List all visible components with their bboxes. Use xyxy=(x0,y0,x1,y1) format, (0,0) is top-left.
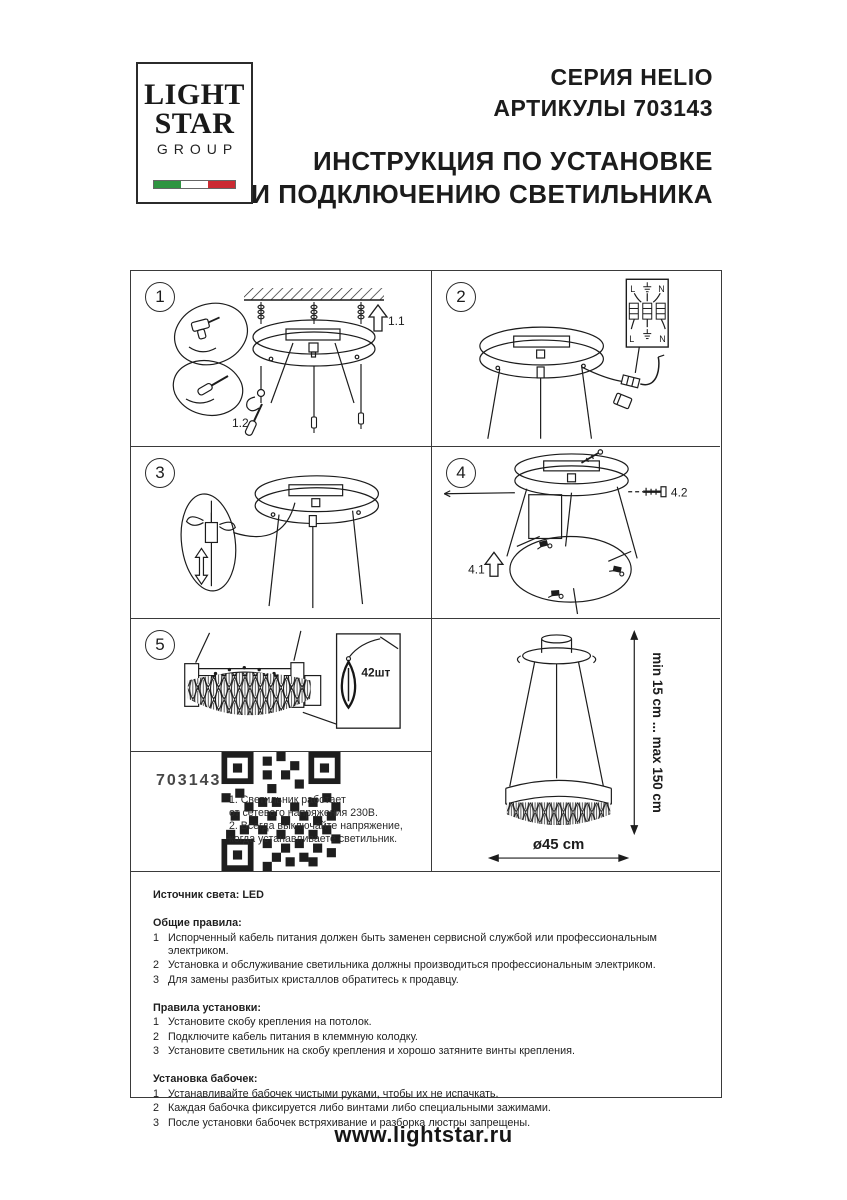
series-label: СЕРИЯ HELIO xyxy=(550,64,713,90)
butterfly-rule-3: 3 После установки бабочек встряхивание и разборка люстры запрещены. xyxy=(153,1116,531,1129)
lightstar-logo xyxy=(136,62,253,204)
general-rules-title: Общие правила: xyxy=(153,917,242,929)
instruction-diagram-table xyxy=(130,270,722,1129)
butterfly-rules-title: Установка бабочек: xyxy=(153,1073,258,1085)
warning-line-3: 2. Всегда выключайте напряжение, xyxy=(229,820,403,832)
arrow-up-1-1 xyxy=(369,305,387,331)
lamp-dimensions-panel xyxy=(431,618,720,871)
logo-word-group: GROUP xyxy=(156,141,239,157)
step-5-drawing xyxy=(131,619,431,751)
butterfly-rule-2: 2 Каждая бабочка фиксируется либо винтами либо специальными зажимами. xyxy=(153,1102,551,1114)
step-2-panel xyxy=(431,271,720,446)
article-number: 703143 xyxy=(156,772,222,789)
step-4-panel xyxy=(431,446,720,618)
terminal-label-n-top: N xyxy=(658,284,665,295)
height-dimension-line xyxy=(630,630,638,835)
website-url: www.lightstar.ru xyxy=(334,1122,513,1147)
general-rule-3: 3 Для замены разбитых кристаллов обратитесь к продавцу. xyxy=(153,973,459,986)
flag-green xyxy=(154,181,181,188)
installation-rule-1: 1 Установите скобу крепления на потолок. xyxy=(153,1016,372,1028)
lamp-ring xyxy=(510,536,631,614)
step-5-number: 5 xyxy=(145,630,175,660)
cable-adjuster-inset xyxy=(176,491,241,594)
installation-rule-2: 2 Подключите кабель питания в клеммную колодку. xyxy=(153,1030,418,1043)
canopy-ring xyxy=(515,454,628,496)
drill-inset xyxy=(167,294,256,374)
step-3-panel xyxy=(131,446,431,618)
general-rule-1: 1 Испорченный кабель питания должен быть заменен сервисной службой или профессиональным электриком. xyxy=(153,931,657,957)
terminal-label-n-bottom: N xyxy=(659,334,666,345)
title-line-2: И ПОДКЛЮЧЕНИЮ СВЕТИЛЬНИКА xyxy=(251,179,713,209)
power-cable-connector xyxy=(581,355,664,409)
butterfly-rule-1: 1 Устанавливайте бабочек чистыми руками, чтобы их не испачкать. xyxy=(153,1087,499,1100)
height-range-label: min 15 cm ... max 150 cm xyxy=(650,652,666,813)
step-5-panel xyxy=(131,618,431,751)
diameter-label: ø45 cm xyxy=(532,836,585,854)
diameter-dimension-line xyxy=(488,854,629,862)
warning-line-1: 1. Светильник работает xyxy=(229,794,346,806)
light-source-label: Источник света: LED xyxy=(153,889,264,901)
arrow-up-4-1 xyxy=(485,552,503,576)
screw-4-2 xyxy=(628,487,666,497)
suspension-cables xyxy=(488,365,592,439)
canopy-ring xyxy=(253,320,375,366)
warning-line-2: от сетевого напряжения 230В. xyxy=(229,807,378,819)
step-2-number: 2 xyxy=(446,282,476,312)
terminal-label-l-top: L xyxy=(630,284,636,295)
double-arrow xyxy=(196,548,208,584)
ceiling-hatch xyxy=(244,288,384,300)
side-rod xyxy=(444,491,515,497)
step-1-number: 1 xyxy=(145,282,175,312)
document-title xyxy=(251,145,713,211)
inset-leader-line xyxy=(303,712,337,724)
suspension-wires xyxy=(510,662,604,787)
document-header xyxy=(251,62,713,211)
warning-line-4: когда устанавливаете светильник. xyxy=(229,833,398,845)
inset-leader-line xyxy=(233,503,295,537)
logo-word-light: LIGHT xyxy=(144,78,245,111)
logo-word-star: STAR xyxy=(154,107,235,140)
suspension-cables xyxy=(258,343,364,433)
flag-red xyxy=(208,181,235,188)
lamp-dimensions-drawing xyxy=(432,619,720,871)
step-1-panel xyxy=(131,271,431,446)
article-qr-panel xyxy=(131,751,431,871)
suspension-cables xyxy=(507,487,637,559)
safety-warning xyxy=(229,794,409,846)
article-label: АРТИКУЛЫ 703143 xyxy=(493,95,713,121)
flag-white xyxy=(181,181,208,188)
installation-rules-title: Правила установки: xyxy=(153,1001,261,1014)
ceiling-anchors xyxy=(258,302,364,324)
terminal-label-l-bottom: L xyxy=(629,334,635,345)
step-3-drawing xyxy=(131,447,431,618)
crystal-ring xyxy=(506,780,612,804)
label-1-1: 1.1 xyxy=(388,314,405,328)
ceiling-canopy xyxy=(517,635,595,664)
step-3-number: 3 xyxy=(145,458,175,488)
label-4-2: 4.2 xyxy=(670,485,688,500)
italian-flag-stripe xyxy=(153,180,236,189)
step-4-number: 4 xyxy=(446,458,476,488)
title-line-1: ИНСТРУКЦИЯ ПО УСТАНОВКЕ xyxy=(312,146,713,176)
label-1-2: 1.2 xyxy=(232,416,249,430)
rules-text-panel xyxy=(131,871,720,1129)
crystal-count-label: 42шт xyxy=(361,665,391,680)
label-4-1: 4.1 xyxy=(468,562,485,577)
installation-rule-3: 3 Установите светильник на скобу крепления и хорошо затяните винты крепления. xyxy=(153,1045,575,1057)
step-1-drawing xyxy=(131,271,431,446)
butterfly-clips xyxy=(536,540,625,600)
crystal-inset xyxy=(337,634,401,728)
general-rule-2: 2 Установка и обслуживание светильника должны производиться профессиональным электриком. xyxy=(153,959,656,971)
